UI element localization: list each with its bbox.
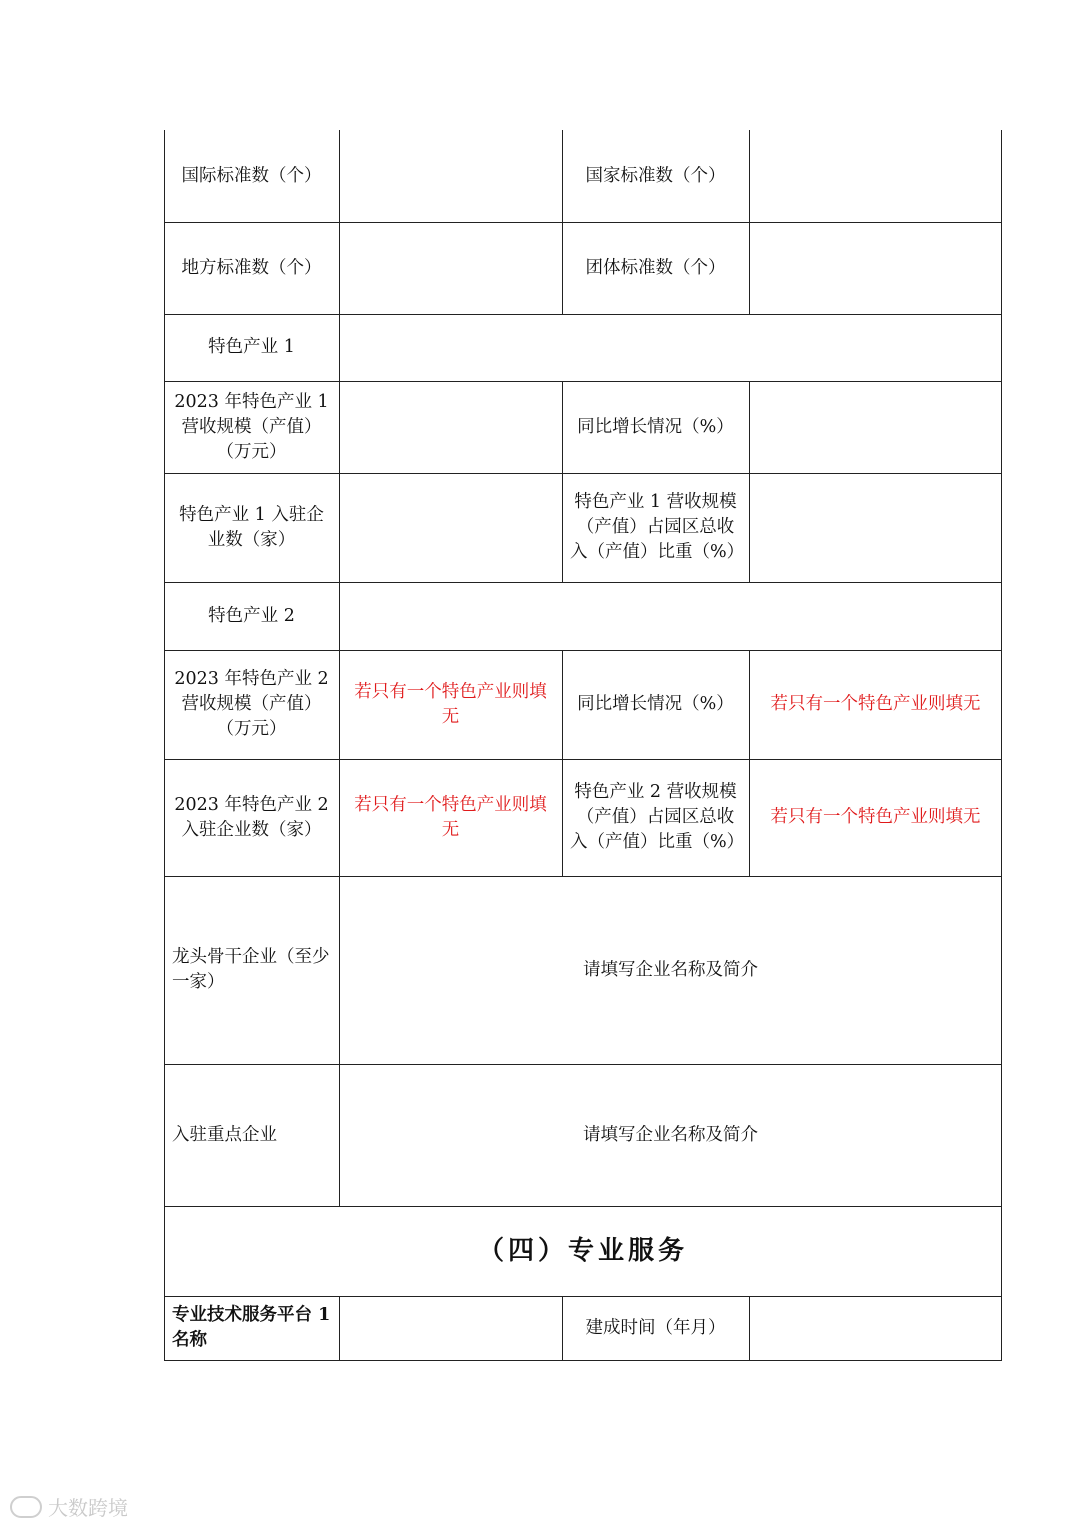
input-industry-1-companies[interactable] [339,473,562,582]
label-industry-1-share: 特色产业 1 营收规模（产值）占园区总收入（产值）比重（%） [570,492,745,562]
input-key-enterprises[interactable]: 请填写企业名称及简介 [583,1124,758,1145]
input-industry-1-revenue[interactable] [339,381,562,473]
input-leading-enterprises[interactable]: 请填写企业名称及简介 [583,959,758,980]
label-national-standards: 国家标准数（个） [585,165,726,186]
label-industry-2-companies: 2023 年特色产业 2 入驻企业数（家） [174,794,329,840]
label-key-enterprises: 入驻重点企业 [172,1124,277,1145]
input-group-standards[interactable] [749,222,1002,314]
label-industry-2-growth: 同比增长情况（%） [577,694,734,714]
label-group-standards: 团体标准数（个） [585,257,726,278]
input-industry-2-share[interactable]: 若只有一个特色产业则填无 [770,807,981,827]
watermark [10,1492,128,1521]
label-featured-industry-1: 特色产业 1 [208,337,295,357]
label-industry-1-companies: 特色产业 1 入驻企业数（家） [179,504,324,550]
input-international-standards[interactable] [339,130,562,222]
section-title-professional-services: （四）专业服务 [477,1235,688,1266]
label-industry-2-revenue: 2023 年特色产业 2 营收规模（产值）（万元） [174,669,329,739]
watermark-text: 大数跨境 [48,1496,128,1520]
brand-logo-icon [10,1496,42,1518]
label-leading-enterprises: 龙头骨干企业（至少一家） [172,947,330,992]
input-completion-date[interactable] [749,1296,1002,1360]
input-local-standards[interactable] [339,222,562,314]
input-national-standards[interactable] [749,130,1002,222]
label-featured-industry-2: 特色产业 2 [208,605,295,626]
label-local-standards: 地方标准数（个） [181,257,322,278]
input-service-platform-name[interactable] [339,1296,562,1360]
table-border [164,1360,1002,1361]
label-international-standards: 国际标准数（个） [181,165,322,186]
input-featured-industry-2[interactable] [339,582,1002,650]
input-industry-1-growth[interactable] [749,381,1002,473]
label-completion-date: 建成时间（年月） [585,1317,726,1338]
input-industry-2-companies[interactable]: 若只有一个特色产业则填无 [354,794,547,840]
input-featured-industry-1[interactable] [339,314,1002,381]
label-industry-2-share: 特色产业 2 营收规模（产值）占园区总收入（产值）比重（%） [570,782,745,852]
input-industry-2-growth[interactable]: 若只有一个特色产业则填无 [770,694,981,714]
input-industry-2-revenue[interactable]: 若只有一个特色产业则填无 [354,681,547,727]
label-service-platform-name: 专业技术服务平台 1 名称 [172,1305,331,1350]
label-industry-1-revenue: 2023 年特色产业 1 营收规模（产值）（万元） [174,391,329,462]
input-industry-1-share[interactable] [749,473,1002,582]
label-industry-1-growth: 同比增长情况（%） [577,416,734,437]
